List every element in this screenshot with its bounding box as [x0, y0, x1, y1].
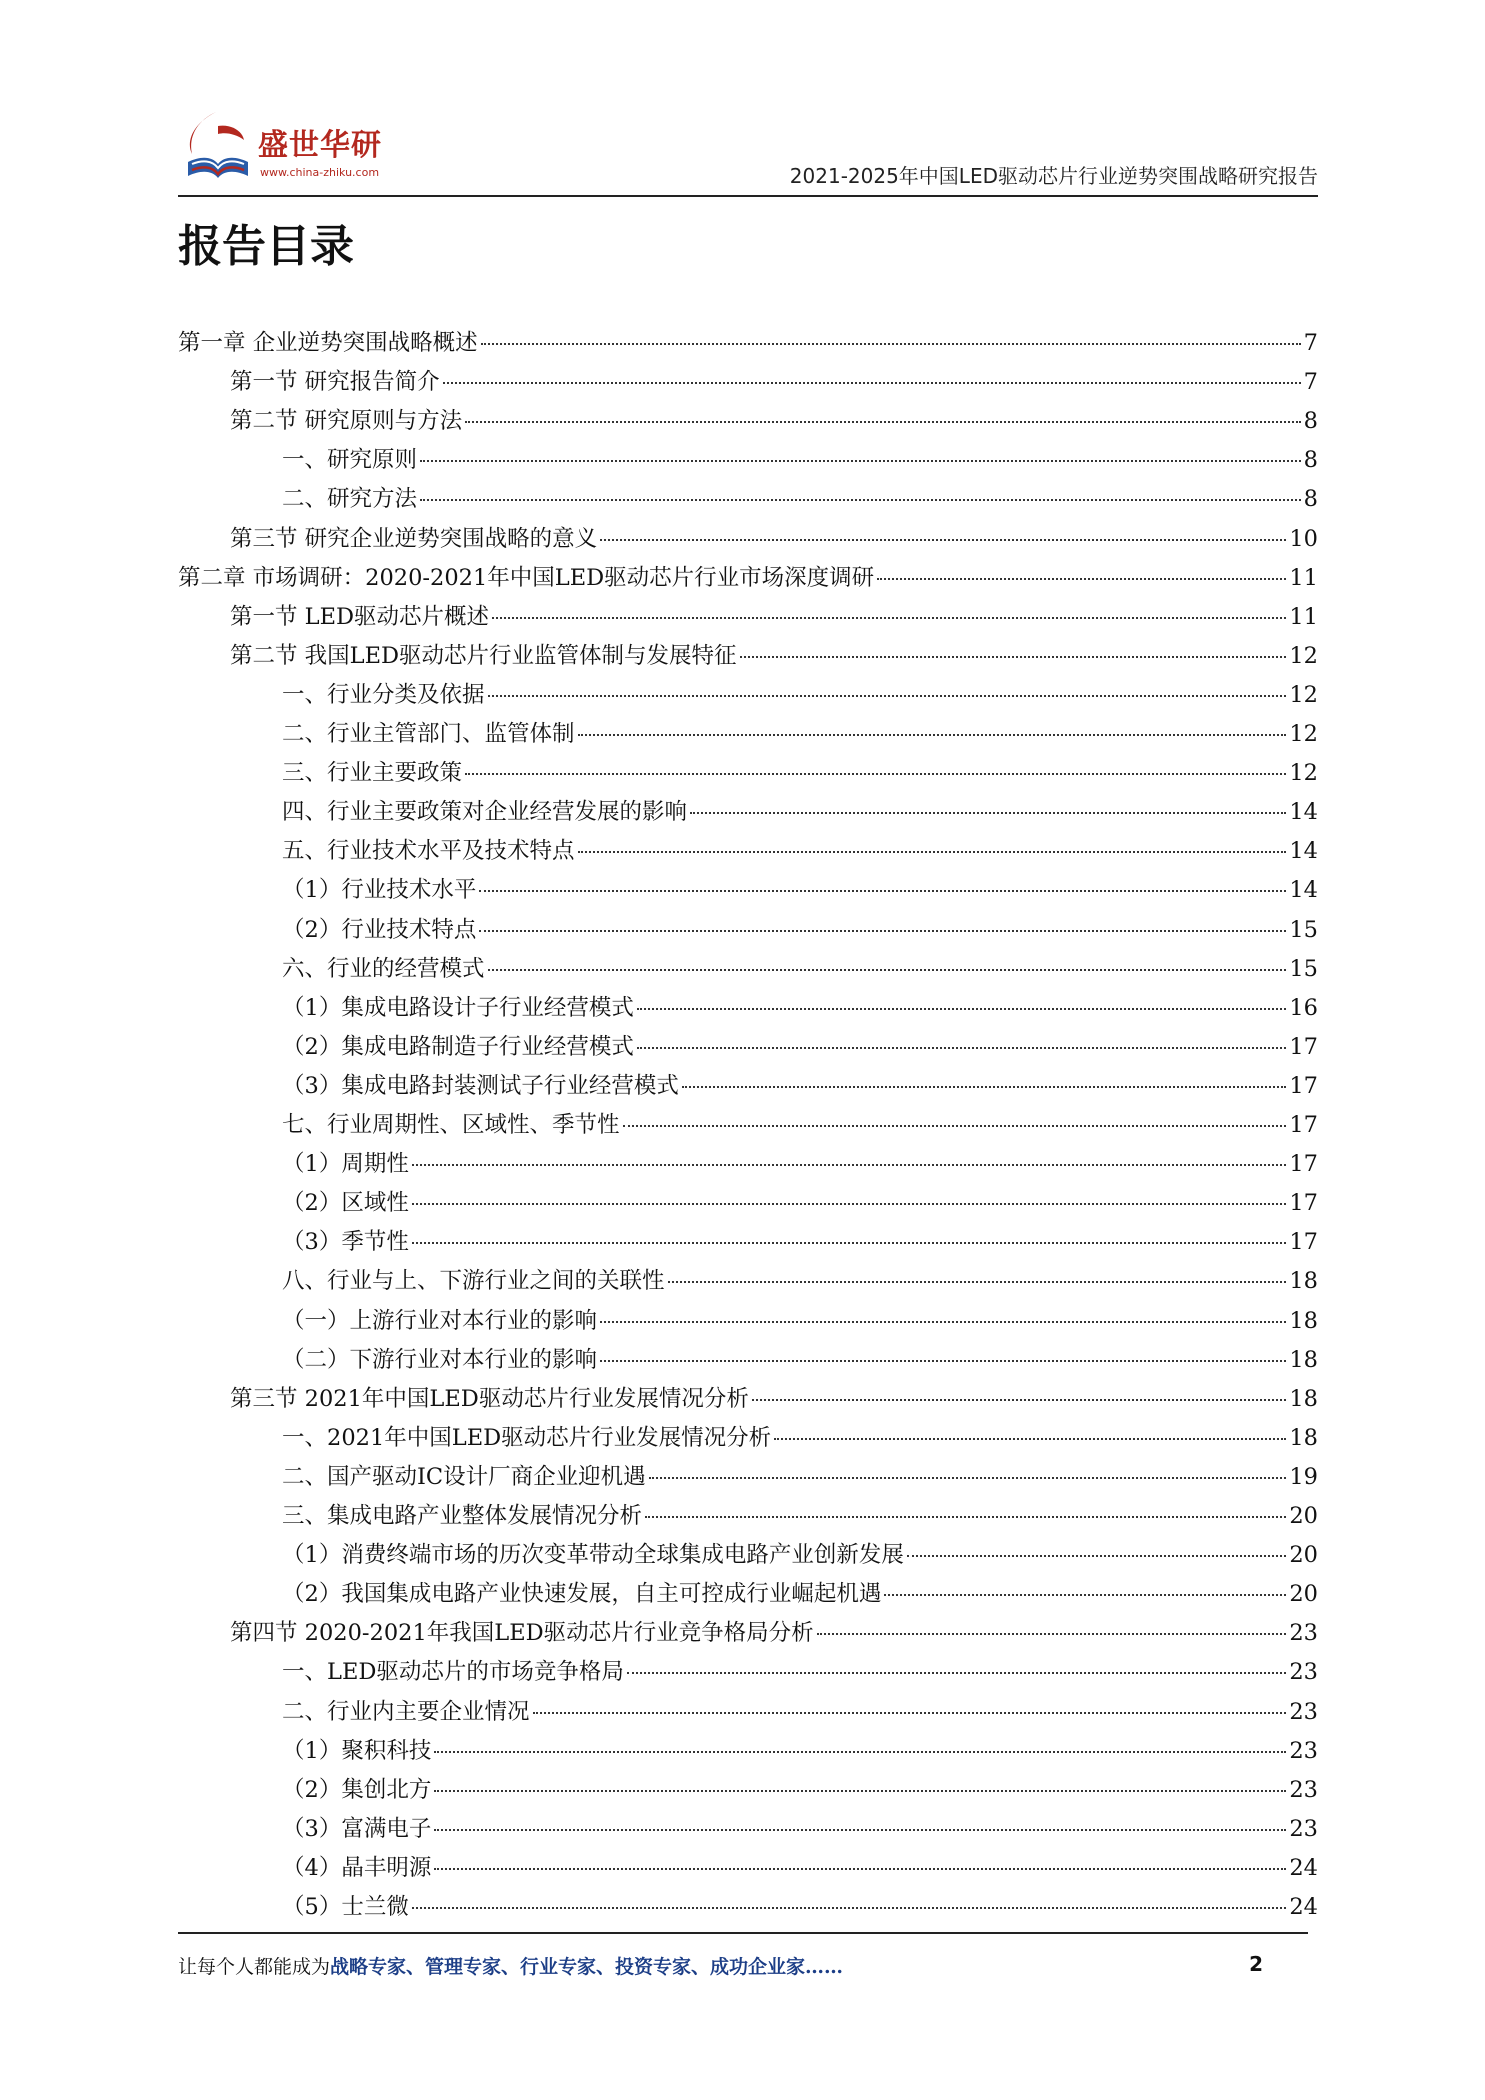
- toc-entry-label: 第二章 市场调研：2020-2021年中国LED驱动芯片行业市场深度调研: [178, 564, 875, 591]
- toc-leader-dots: [682, 1086, 1287, 1088]
- logo-name: 盛世华研: [258, 128, 382, 163]
- toc-entry-page: 12: [1289, 721, 1318, 747]
- toc-leader-dots: [434, 1868, 1286, 1870]
- toc-entry[interactable]: [282, 1540, 1318, 1570]
- toc-entry-label: （3）富满电子: [282, 1815, 432, 1842]
- toc-leader-dots: [627, 1672, 1286, 1674]
- toc-entry-label: 八、行业与上、下游行业之间的关联性: [282, 1268, 665, 1295]
- toc-entry-label: 第三节 2021年中国LED驱动芯片行业发展情况分析: [230, 1385, 749, 1412]
- toc-entry-label: 第一节 研究报告简介: [230, 369, 440, 396]
- toc-entry-page: 23: [1289, 1620, 1318, 1647]
- footer-slogan-prefix: 让每个人都能成为: [178, 1956, 331, 1978]
- toc-entry-label: 三、集成电路产业整体发展情况分析: [282, 1503, 643, 1529]
- toc-entry[interactable]: [282, 1110, 1318, 1140]
- page-number: 2: [1249, 1952, 1263, 1976]
- toc-entry-page: 14: [1289, 799, 1318, 826]
- toc-leader-dots: [877, 578, 1286, 580]
- toc-entry-page: 8: [1303, 408, 1318, 435]
- toc-entry[interactable]: [230, 1618, 1318, 1648]
- toc-entry-page: 23: [1289, 1659, 1318, 1686]
- toc-entry-page: 23: [1289, 1776, 1318, 1803]
- toc-entry-page: 18: [1289, 1385, 1318, 1412]
- toc-entry-page: 18: [1289, 1346, 1318, 1373]
- toc-leader-dots: [434, 1751, 1286, 1753]
- toc-leader-dots: [412, 1242, 1287, 1244]
- toc-entry-label: （5）士兰微: [282, 1894, 409, 1920]
- toc-entry-label: 七、行业周期性、区域性、季节性: [282, 1112, 620, 1138]
- toc-leader-dots: [434, 1829, 1286, 1831]
- toc-entry-label: （3）季节性: [282, 1229, 409, 1256]
- toc-leader-dots: [488, 695, 1287, 697]
- toc-leader-dots: [740, 656, 1287, 658]
- toc-entry-label: 一、2021年中国LED驱动芯片行业发展情况分析: [282, 1424, 772, 1451]
- toc-entry[interactable]: [282, 1266, 1318, 1296]
- toc-entry[interactable]: [282, 1697, 1318, 1727]
- toc-entry-label: 五、行业技术水平及技术特点: [282, 838, 575, 865]
- toc-entry[interactable]: [282, 1032, 1318, 1062]
- toc-leader-dots: [465, 773, 1286, 775]
- toc-leader-dots: [645, 1516, 1286, 1518]
- toc-entry[interactable]: [282, 915, 1318, 945]
- toc-entry[interactable]: [282, 445, 1318, 475]
- toc-entry[interactable]: [282, 1071, 1318, 1101]
- toc-entry[interactable]: [282, 1814, 1318, 1844]
- toc-leader-dots: [600, 1360, 1286, 1362]
- toc-entry[interactable]: [282, 1736, 1318, 1766]
- toc-leader-dots: [690, 812, 1286, 814]
- toc-leader-dots: [637, 1047, 1287, 1049]
- toc-leader-dots: [479, 890, 1286, 892]
- toc-entry-label: （二）下游行业对本行业的影响: [282, 1346, 598, 1373]
- toc-leader-dots: [420, 499, 1301, 501]
- toc-entry-page: 20: [1289, 1503, 1318, 1529]
- toc-entry-label: （3）集成电路封装测试子行业经营模式: [282, 1072, 679, 1099]
- toc-entry-page: 17: [1289, 1072, 1318, 1099]
- toc-entry-label: （1）聚积科技: [282, 1737, 432, 1764]
- toc-entry-page: 18: [1289, 1268, 1318, 1295]
- toc-entry-label: 第一节 LED驱动芯片概述: [230, 603, 490, 630]
- toc-leader-dots: [600, 539, 1286, 541]
- toc-entry[interactable]: [282, 1227, 1318, 1257]
- toc-entry-label: （1）周期性: [282, 1151, 409, 1178]
- toc-entry[interactable]: [230, 1384, 1318, 1414]
- toc-entry[interactable]: [230, 367, 1318, 397]
- toc-entry-label: 第三节 研究企业逆势突围战略的意义: [230, 525, 598, 552]
- toc-leader-dots: [412, 1907, 1287, 1909]
- header-divider: [178, 195, 1318, 197]
- toc-entry[interactable]: [282, 1892, 1318, 1922]
- toc-entry-label: （2）集成电路制造子行业经营模式: [282, 1033, 634, 1060]
- toc-entry-label: 一、行业分类及依据: [282, 681, 485, 708]
- toc-entry-label: （1）行业技术水平: [282, 877, 477, 904]
- toc-entry-page: 15: [1289, 955, 1318, 982]
- toc-entry-page: 17: [1289, 1112, 1318, 1138]
- toc-entry-page: 17: [1289, 1229, 1318, 1256]
- toc-leader-dots: [907, 1555, 1287, 1557]
- toc-entry-page: 12: [1289, 642, 1318, 669]
- toc-leader-dots: [412, 1203, 1287, 1205]
- toc-entry-label: （2）集创北方: [282, 1776, 432, 1803]
- toc-leader-dots: [817, 1633, 1287, 1635]
- toc-entry-page: 16: [1289, 994, 1318, 1021]
- toc-entry-page: 12: [1289, 681, 1318, 708]
- toc-entry-page: 7: [1303, 330, 1318, 356]
- toc-entry-page: 23: [1289, 1815, 1318, 1842]
- toc-entry-page: 20: [1289, 1581, 1318, 1608]
- toc-entry-label: 二、研究方法: [282, 486, 418, 513]
- toc-entry-page: 20: [1289, 1542, 1318, 1569]
- toc-entry[interactable]: [178, 328, 1318, 358]
- toc-entry-label: 一、研究原则: [282, 447, 418, 474]
- toc-entry-label: 四、行业主要政策对企业经营发展的影响: [282, 799, 688, 826]
- toc-leader-dots: [774, 1438, 1286, 1440]
- toc-entry-label: 六、行业的经营模式: [282, 955, 485, 982]
- toc-entry[interactable]: [230, 641, 1318, 671]
- toc-entry[interactable]: [282, 1423, 1318, 1453]
- toc-leader-dots: [637, 1008, 1287, 1010]
- toc-entry-label: （4）晶丰明源: [282, 1854, 432, 1881]
- toc-leader-dots: [481, 343, 1301, 345]
- toc-entry-page: 10: [1289, 525, 1318, 552]
- toc-leader-dots: [488, 969, 1287, 971]
- toc-entry-label: 第四节 2020-2021年我国LED驱动芯片行业竞争格局分析: [230, 1620, 814, 1647]
- toc-entry[interactable]: [282, 1853, 1318, 1883]
- toc-leader-dots: [434, 1790, 1286, 1792]
- toc-entry-label: （一）上游行业对本行业的影响: [282, 1307, 598, 1334]
- toc-entry-label: 一、LED驱动芯片的市场竞争格局: [282, 1659, 624, 1686]
- toc-entry-page: 24: [1289, 1854, 1318, 1881]
- toc-entry-label: 二、国产驱动IC设计厂商企业迎机遇: [282, 1463, 646, 1490]
- toc-entry[interactable]: [282, 1462, 1318, 1492]
- toc-entry[interactable]: [282, 680, 1318, 710]
- toc-entry[interactable]: [282, 1149, 1318, 1179]
- toc-entry-page: 8: [1303, 486, 1318, 513]
- toc-entry[interactable]: [282, 836, 1318, 866]
- toc-entry-page: 7: [1303, 369, 1318, 396]
- toc-entry[interactable]: [282, 875, 1318, 905]
- toc-entry[interactable]: [282, 1188, 1318, 1218]
- toc-entry[interactable]: [282, 758, 1318, 788]
- company-logo: [178, 106, 408, 190]
- toc-entry-label: （2）区域性: [282, 1190, 409, 1217]
- toc-entry[interactable]: [178, 563, 1318, 593]
- toc-entry-label: 二、行业内主要企业情况: [282, 1698, 530, 1725]
- toc-entry-label: （1）集成电路设计子行业经营模式: [282, 994, 634, 1021]
- toc-entry[interactable]: [282, 1306, 1318, 1336]
- toc-entry[interactable]: [282, 1579, 1318, 1609]
- toc-entry[interactable]: [282, 1775, 1318, 1805]
- toc-entry-page: 17: [1289, 1151, 1318, 1178]
- toc-leader-dots: [884, 1594, 1286, 1596]
- toc-leader-dots: [412, 1164, 1287, 1166]
- toc-leader-dots: [492, 617, 1286, 619]
- toc-leader-dots: [752, 1399, 1287, 1401]
- toc-entry-label: 第二节 我国LED驱动芯片行业监管体制与发展特征: [230, 642, 737, 669]
- toc-entry[interactable]: [230, 524, 1318, 554]
- toc-leader-dots: [443, 382, 1301, 384]
- toc-leader-dots: [465, 421, 1301, 423]
- toc-entry-page: 19: [1289, 1463, 1318, 1490]
- toc-entry[interactable]: [282, 1345, 1318, 1375]
- toc-entry-page: 8: [1303, 447, 1318, 474]
- toc-entry-label: 第二节 研究原则与方法: [230, 408, 463, 435]
- toc-leader-dots: [533, 1712, 1287, 1714]
- toc-entry-page: 17: [1289, 1033, 1318, 1060]
- toc-leader-dots: [578, 734, 1287, 736]
- footer-divider: [178, 1932, 1308, 1934]
- toc-entry[interactable]: [282, 954, 1318, 984]
- toc-entry-page: 12: [1289, 760, 1318, 787]
- toc-entry[interactable]: [282, 1501, 1318, 1531]
- toc-entry-page: 24: [1289, 1894, 1318, 1920]
- toc-leader-dots: [668, 1281, 1287, 1283]
- report-title: 2021-2025年中国LED驱动芯片行业逆势突围战略研究报告: [789, 164, 1318, 188]
- toc-entry[interactable]: [230, 602, 1318, 632]
- toc-entry-page: 14: [1289, 877, 1318, 904]
- toc-entry-page: 23: [1289, 1698, 1318, 1725]
- toc-entry[interactable]: [282, 797, 1318, 827]
- toc-leader-dots: [420, 460, 1301, 462]
- toc-entry[interactable]: [282, 719, 1318, 749]
- toc-entry[interactable]: [282, 993, 1318, 1023]
- toc-entry-page: 11: [1289, 603, 1318, 630]
- toc-entry-page: 23: [1289, 1737, 1318, 1764]
- logo-mark-icon: [178, 106, 258, 190]
- toc-entry-label: 二、行业主管部门、监管体制: [282, 721, 575, 747]
- toc-entry-label: （2）我国集成电路产业快速发展，自主可控成行业崛起机遇: [282, 1581, 882, 1608]
- page-footer: [178, 1952, 1263, 1982]
- toc-entry[interactable]: [282, 484, 1318, 514]
- toc-entry-page: 18: [1289, 1424, 1318, 1451]
- toc-leader-dots: [578, 851, 1287, 853]
- toc-entry-page: 17: [1289, 1190, 1318, 1217]
- toc-entry-label: （2）行业技术特点: [282, 916, 477, 943]
- toc-entry[interactable]: [282, 1657, 1318, 1687]
- toc-entry-page: 18: [1289, 1307, 1318, 1334]
- logo-url: www.china-zhiku.com: [260, 166, 380, 179]
- toc-entry-label: 三、行业主要政策: [282, 760, 463, 787]
- toc-entry[interactable]: [230, 406, 1318, 436]
- footer-slogan-accent: 战略专家、管理专家、行业专家、投资专家、成功企业家……: [330, 1956, 844, 1978]
- toc-leader-dots: [600, 1321, 1286, 1323]
- page-title: 报告目录: [178, 221, 354, 272]
- toc-entry-label: 第一章 企业逆势突围战略概述: [178, 330, 478, 356]
- toc-entry-label: （1）消费终端市场的历次变革带动全球集成电路产业创新发展: [282, 1542, 904, 1569]
- toc-entry-page: 11: [1289, 564, 1318, 591]
- page-header: [178, 98, 1318, 198]
- toc-leader-dots: [479, 930, 1286, 932]
- toc-entry-page: 14: [1289, 838, 1318, 865]
- toc-leader-dots: [649, 1477, 1287, 1479]
- toc-entry-page: 15: [1289, 916, 1318, 943]
- toc-leader-dots: [623, 1125, 1287, 1127]
